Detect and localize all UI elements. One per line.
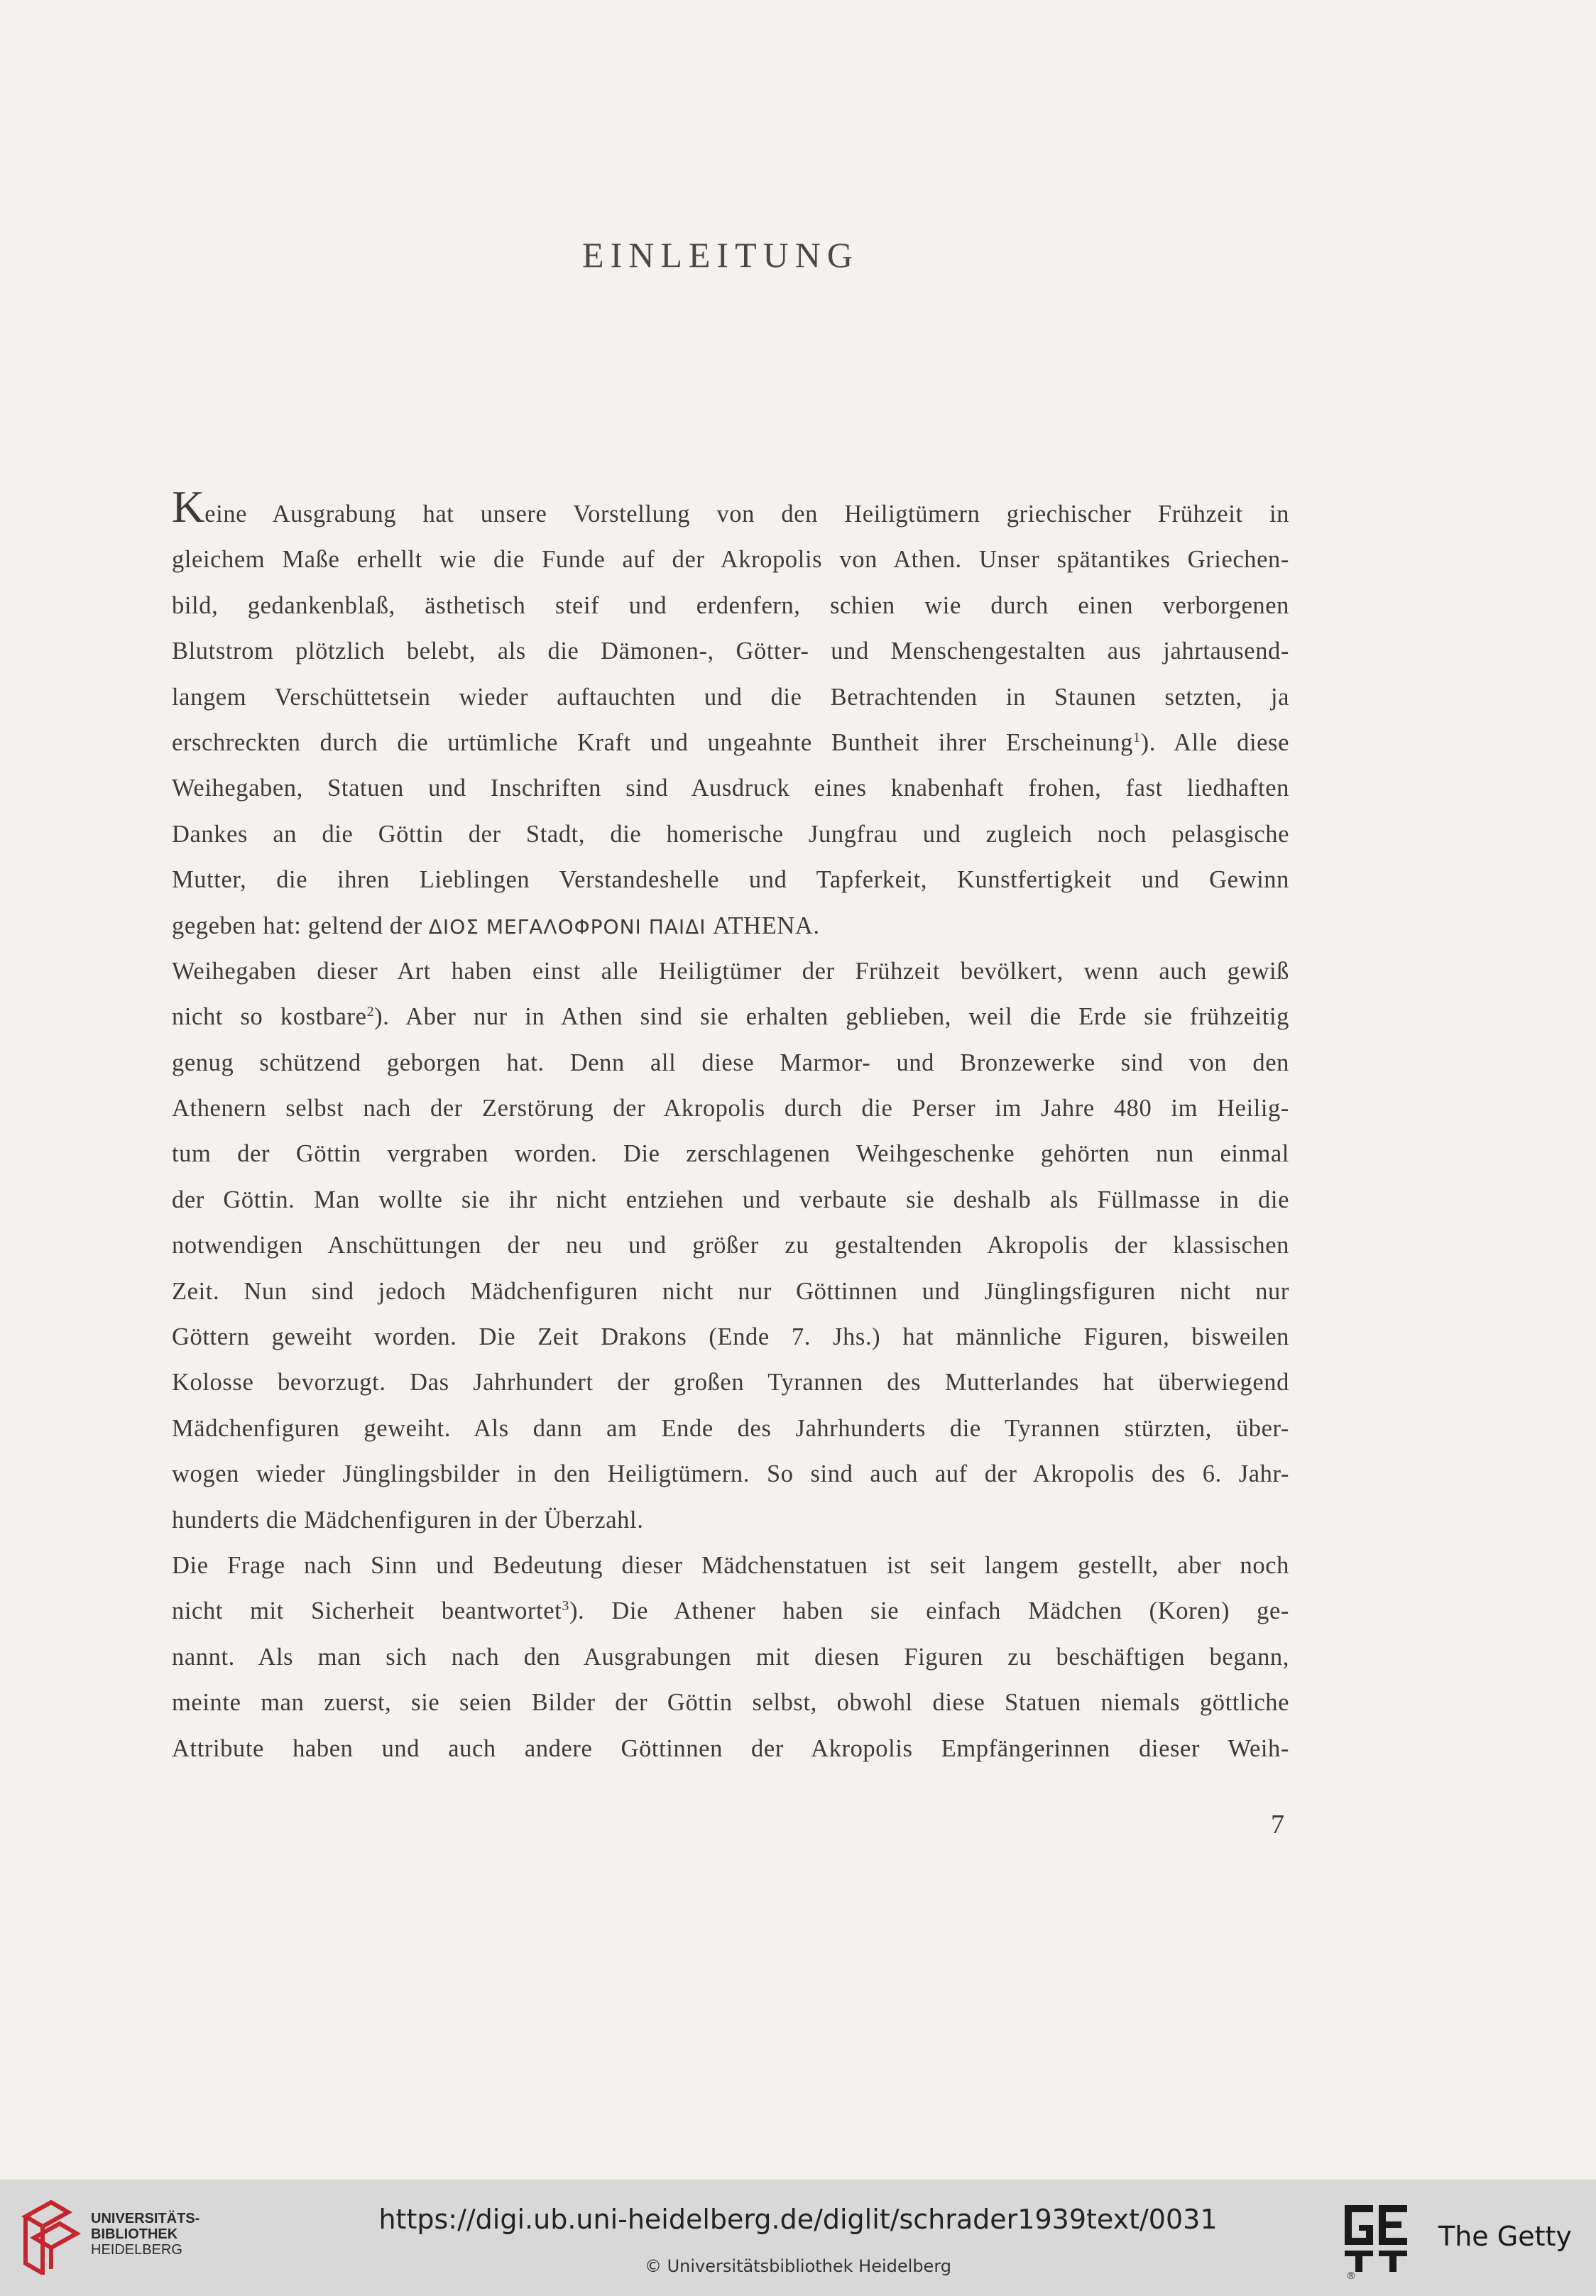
page-number: 7 [1271,1810,1284,1839]
text-line: hunderts die Mädchenfiguren in der Überzahl. [172,1506,644,1534]
chapter-heading: EINLEITUNG [582,235,859,275]
text-line: Athenern selbst nach der Zerstörung der Akropolis durch die Perser im Jahre 480 im Heilig- [172,1095,1289,1122]
text-line: gleichem Maße erhellt wie die Funde auf der Akropolis von Athen. Unser spätantikes Griechen- [172,546,1289,574]
text-line: Mutter, die ihren Lieblingen Verstandeshelle und Tapferkeit, Kunstfertigkeit und Gewinn [172,866,1289,894]
registered-mark: ® [1346,2270,1356,2282]
greek-inscription: ΔΙΟΣ ΜΕΓΑΛΟΦΡΟΝΙ ΠΑΙΔΙ [428,914,706,939]
footnote-marker: 3 [562,1598,569,1614]
footnote-marker: 1 [1133,729,1141,745]
text-line: nannt. Als man sich nach den Ausgrabungen mit diesen Figuren zu beschäftigen begann, [172,1643,1289,1671]
text-line: notwendigen Anschüttungen der neu und größer zu gestaltenden Akropolis der klassischen [172,1232,1289,1259]
text-line: Weihegaben dieser Art haben einst alle Heiligtümer der Frühzeit bevölkert, wenn auch gewiß [172,957,1289,985]
text-line: nicht mit Sicherheit beantwortet$^3$). Die Athener haben sie einfach Mädchen (Koren) ge- [172,1597,1289,1625]
body-text [172,481,1289,1771]
text-line: Weihegaben, Statuen und Inschriften sind Ausdruck eines knabenhaft frohen, fast liedhaften [172,775,1289,802]
text-line: meinte man zuerst, sie seien Bilder der Göttin selbst, obwohl diese Statuen niemals göttliche [172,1689,1289,1717]
text-line: nicht so kostbare$^2$). Aber nur in Athen sind sie erhalten geblieben, weil die Erde sie frühzeitig [172,1003,1289,1031]
text-line: erschreckten durch die urtümliche Kraft und ungeahnte Buntheit ihrer Erscheinung$^1$). Alle diese [172,728,1289,756]
text-line: Göttern geweiht worden. Die Zeit Drakons (Ende 7. Jhs.) hat männliche Figuren, bisweilen [172,1323,1289,1351]
footer-bar [0,2180,1596,2296]
text-line: Zeit. Nun sind jedoch Mädchenfiguren nicht nur Göttinnen und Jünglingsfiguren nicht nur [172,1277,1289,1305]
permalink-url[interactable]: https://digi.ub.uni-heidelberg.de/diglit/schrader1939text/0031 [378,2204,1218,2235]
text-line: Keine Ausgrabung hat unsere Vorstellung von den Heiligtümern griechischer Frühzeit in [172,481,1289,532]
text-line: Dankes an die Göttin der Stadt, die homerische Jungfrau und zugleich noch pelasgische [172,820,1289,848]
text-line: genug schützend geborgen hat. Denn all diese Marmor- und Bronzewerke sind von den [172,1049,1289,1076]
drop-cap: K [172,481,205,532]
text-line: gegeben hat: geltend der ΔΙΟΣ ΜΕΓΑΛΟΦΡΟΝΙ ΠΑΙΔΙ ATHENA. [172,912,820,939]
text-line: Kolosse bevorzugt. Das Jahrhundert der großen Tyrannen des Mutterlandes hat überwiegend [172,1369,1289,1396]
text-line: bild, gedankenblaß, ästhetisch steif und erdenfern, schien wie durch einen verborgenen [172,591,1289,619]
getty-logo-icon[interactable] [1342,2202,1410,2273]
text-line: langem Verschüttetsein wieder auftauchten und die Betrachtenden in Staunen setzten, ja [172,683,1289,711]
text-line: Attribute haben und auch andere Göttinnen der Akropolis Empfängerinnen dieser Weih- [172,1734,1289,1762]
text-line: tum der Göttin vergraben worden. Die zerschlagenen Weihgeschenke gehörten nun einmal [172,1140,1289,1168]
text-line: Mädchenfiguren geweiht. Als dann am Ende des Jahrhunderts die Tyrannen stürzten, über- [172,1414,1289,1442]
getty-name[interactable]: The Getty [1438,2221,1572,2252]
library-name[interactable]: UNIVERSITÄTS- BIBLIOTHEK HEIDELBERG [91,2211,200,2258]
text-line: der Göttin. Man wollte sie ihr nicht entziehen und verbaute sie deshalb als Füllmasse in die [172,1186,1289,1213]
footnote-marker: 2 [366,1004,375,1020]
text-line: Die Frage nach Sinn und Bedeutung dieser Mädchenstatuen ist seit langem gestellt, aber noch [172,1551,1289,1579]
text-line: wogen wieder Jünglingsbilder in den Heiligtümern. So sind auch auf der Akropolis des 6. Jahr- [172,1460,1289,1488]
text-line: Blutstrom plötzlich belebt, als die Dämonen-, Götter- und Menschengestalten aus jahrtausend- [172,638,1289,665]
copyright-notice: © Universitätsbibliothek Heidelberg [644,2256,951,2276]
